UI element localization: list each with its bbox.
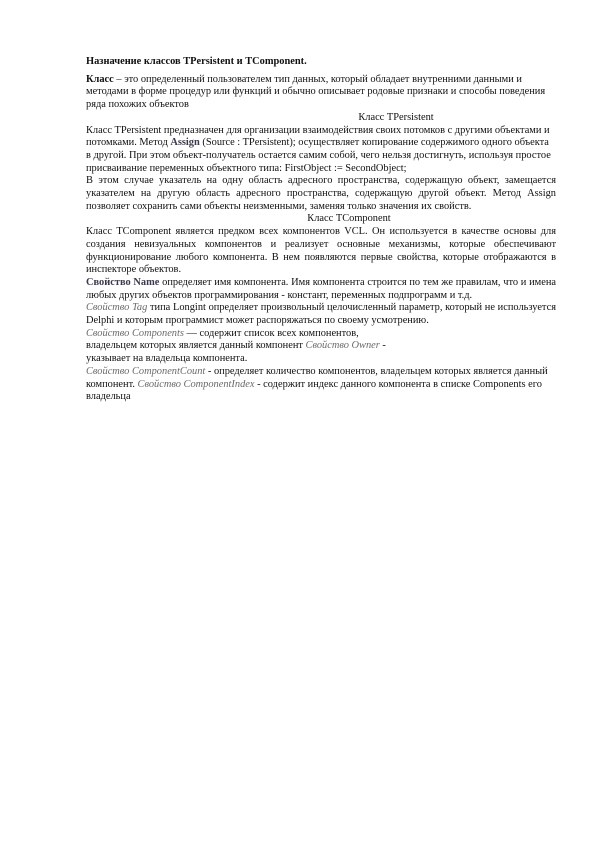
owner-property-description: указывает на владельца компонента.: [86, 353, 248, 365]
document-title: Назначение классов TPersistent и TComponent.: [86, 56, 307, 67]
name-property-label: Свойство Name: [86, 276, 160, 288]
persistent-paragraph-2: В этом случае указатель на одну область адресного пространства, содержащую объект, замещается указателем на другую область адресного пространства, содержащую другой объект. Метод Assign позволяет сохранить сами объекты неизменными, заменяя только значения их свойств.: [86, 175, 556, 212]
persistent-paragraph-1-end: (Source : TPersistent); осуществляет копирование содержимого одного объекта в другой. При этом объект-получатель остается самим собой, чего нельзя достигнуть, используя простое присваивание переменных объектного типа: FirstObject := SecondObject;: [86, 137, 551, 174]
persistent-heading: Класс TPersistent: [358, 111, 434, 123]
component-count-label: Свойство ComponentCount: [86, 365, 206, 377]
tag-property-text: типа Longint определяет произвольный целочисленный параметр, который не используется Delphi и которым программист может распоряжаться по своему усмотрению.: [86, 302, 556, 327]
component-heading: Класс TComponent: [307, 213, 391, 225]
component-count-index-paragraph: [86, 366, 556, 404]
class-definition: [86, 74, 556, 112]
class-term: Класс: [86, 73, 114, 85]
assign-method: Assign: [170, 137, 200, 149]
name-property-text: определяет имя компонента. Имя компонента строится по тем же правилам, что и имена любых других объектов программирования - констант, переменных подпрограмм и т.д.: [86, 276, 557, 301]
class-definition-text: – это определенный пользователем тип данных, который обладает внутренними данными и методами в форме процедур или функций и обычно описывает родовые признаки и способы поведения ряда похожих объектов: [86, 73, 546, 111]
tag-property-label: Свойство Tag: [86, 302, 148, 314]
component-index-text: - содержит индекс данного компонента в списке Components его владельца: [86, 378, 542, 403]
components-property-label: Свойство Components: [86, 327, 184, 339]
owner-dash: -: [379, 340, 386, 352]
name-property-paragraph: [86, 277, 556, 302]
components-property-paragraph: [86, 328, 556, 341]
component-count-text: - определяет количество компонентов, владельцем которых является данный компонент.: [86, 365, 548, 390]
components-property-text: — содержит список всех компонентов,: [183, 327, 359, 339]
component-index-label: Свойство ComponentIndex: [137, 378, 255, 390]
component-paragraph-1: Класс TComponent является предком всех компонентов VCL. Он используется в качестве основы для создания невизуальных компонентов и реализует основные механизмы, которые обеспечивают функционирование любого компонента. В нем появляются первые свойства, которые отображаются в инспекторе объектов.: [86, 226, 556, 276]
owner-line-text: владельцем которых является данный компонент: [86, 340, 306, 352]
persistent-paragraph-1-start: Класс TPersistent предназначен для организации взаимодействия своих потомков с другими объектами и потомками. Метод: [86, 124, 550, 149]
owner-property-line: [86, 340, 556, 353]
owner-property-label: Свойство Owner: [305, 340, 380, 352]
tag-property-paragraph: [86, 302, 556, 327]
document-page: [86, 56, 556, 404]
persistent-paragraph-1: [86, 125, 556, 176]
